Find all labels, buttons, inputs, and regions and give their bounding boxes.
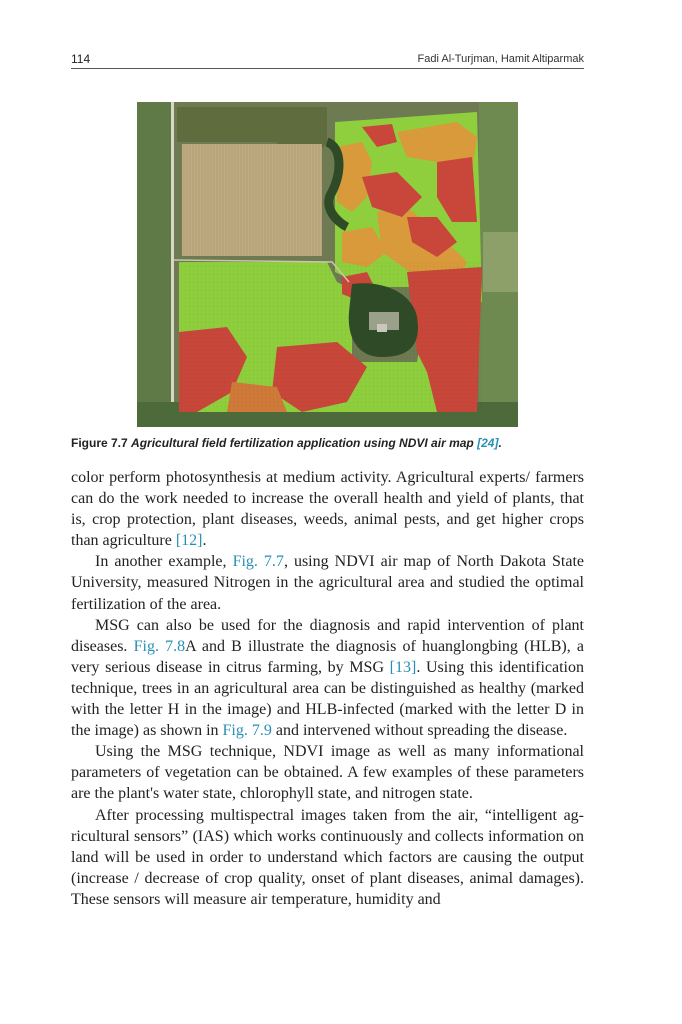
running-header xyxy=(71,52,584,69)
text-run: color perform photosynthesis at medium activity. Agricultural experts/ farmers can do the work needed to increase the overall health and yield of plants, that is, crop protection, plant diseases, weeds, animal pests, and get higher crops than agriculture xyxy=(71,469,584,550)
text-run: and intervened without spreading the disease. xyxy=(271,722,568,740)
paragraph-2 xyxy=(71,551,584,614)
paragraph-1 xyxy=(71,467,584,551)
page-number: 114 xyxy=(71,52,91,66)
text-run: . xyxy=(202,532,207,550)
text-run: A and B illustrate the diagnosis of huanglongbing (HLB), a very serious disease in citrus farming, by MSG xyxy=(71,637,584,676)
paragraph-5 xyxy=(71,805,584,910)
ndvi-aerial-figure xyxy=(137,102,518,427)
paragraph-3 xyxy=(71,615,584,742)
figure-label: Figure 7.7 xyxy=(71,436,128,450)
road xyxy=(171,102,174,427)
citation-link[interactable]: [13] xyxy=(389,658,417,676)
text-run: After processing multispectral images taken from the air, “intelligent agricultural sensors” (IAS) which works continuously and collects information on land will be used in order to understand which factors are causing the output (increase / decrease of crop quality, onset of plant diseases, animal damages). These sensors will measure air temperature, humidity and xyxy=(71,806,584,908)
figure-caption xyxy=(71,436,591,450)
text-run: In another example, xyxy=(95,553,233,571)
figure-ref-link[interactable]: Fig. 7.8 xyxy=(133,637,186,655)
text-run: MSG can also be used for the diagnosis and rapid intervention of plant diseases. xyxy=(71,616,584,655)
text-run: , using NDVI air map of North Dakota State University, measured Nitrogen in the agricultural area and studied the optimal fertilization of the area. xyxy=(71,553,585,613)
text-run: . Using this identification technique, trees in an agricultural area can be distinguished as healthy (marked with the letter H in the image) and HLB-infected (marked with the letter D in the image) as shown in xyxy=(71,658,584,740)
citation-link[interactable]: [12] xyxy=(175,532,203,550)
running-authors: Fadi Al-Turjman, Hamit Altiparmak xyxy=(417,53,584,65)
text-run: Using the MSG technique, NDVI image as well as many informational parameters of vegetation can be obtained. A few examples of these parameters are the plant's water state, chlorophyll state, and nitrogen state. xyxy=(71,743,584,803)
figure-caption-text: Agricultural field fertilization application using NDVI air map xyxy=(131,436,474,450)
figure-caption-period: . xyxy=(498,436,502,450)
paragraph-4 xyxy=(71,741,584,804)
figure-ref-link[interactable]: Fig. 7.7 xyxy=(232,553,284,571)
figure-citation-link[interactable]: [24] xyxy=(477,436,499,450)
west-field xyxy=(137,102,173,427)
body-text xyxy=(71,467,584,910)
figure-ref-link[interactable]: Fig. 7.9 xyxy=(222,722,272,740)
